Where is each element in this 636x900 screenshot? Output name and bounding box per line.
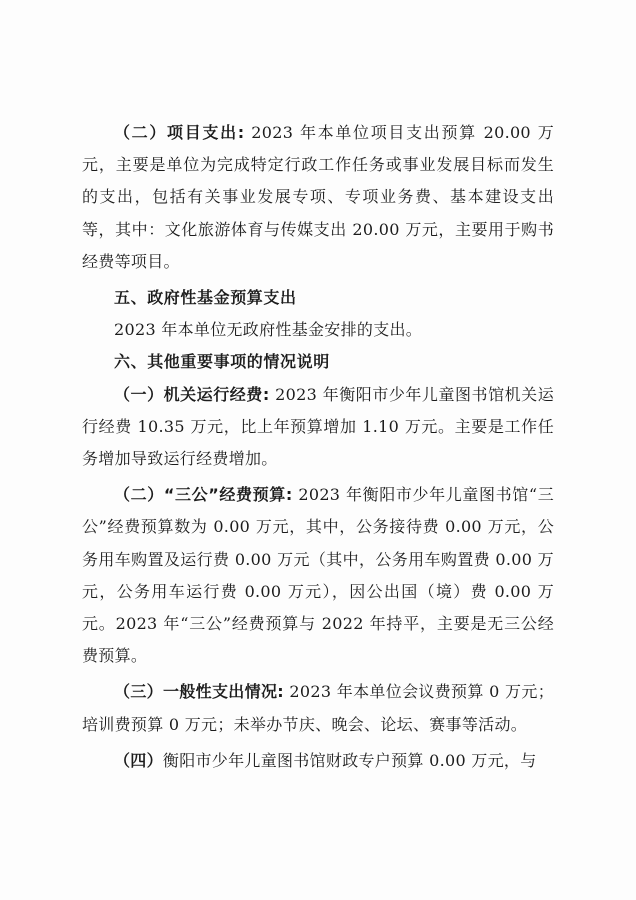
paragraph-text: 2023 年衡阳市少年儿童图书馆机关运行经费 10.35 万元，比上年预算增加 1.10 万元。主要是工作任务增加导致运行经费增加。	[82, 384, 554, 469]
section-heading-6: 六、其他重要事项的情况说明	[114, 352, 330, 372]
document-body	[82, 117, 554, 777]
section-heading-5: 五、政府性基金预算支出	[114, 288, 297, 308]
paragraph-label: （四）	[114, 750, 163, 770]
paragraph-label: （一）机关运行经费:	[114, 384, 270, 404]
paragraph-text: 衡阳市少年儿童图书馆财政专户预算 0.00 万元，与	[162, 750, 537, 770]
paragraph-fiscal-account	[82, 745, 554, 777]
paragraph-label: （三）一般性支出情况:	[114, 682, 284, 702]
paragraph-government-fund: 2023 年本单位无政府性基金安排的支出。	[114, 320, 423, 340]
paragraph-operating-expenses	[82, 379, 554, 476]
paragraph-project-expenditure	[82, 117, 554, 278]
paragraph-text: 2023 年本单位会议费预算 0 万元；培训费预算 0 万元；未举办节庆、晚会、论坛、赛事等活动。	[82, 682, 554, 734]
paragraph-label: （二）“三公”经费预算:	[114, 485, 293, 505]
paragraph-three-public-expenses	[82, 479, 554, 672]
paragraph-text: 2023 年衡阳市少年儿童图书馆“三公”经费预算数为 0.00 万元，其中，公务接待费 0.00 万元，公务用车购置及运行费 0.00 万元（其中，公务用车购置费 0.00 万元，公务用车运行费 0.00 万元），因公出国（境）费 0.00 万元。2023 年“三公”经费预算与 2022 年持平，主要是无三公经费预算。	[82, 485, 554, 666]
paragraph-label: （二）项目支出:	[114, 123, 245, 142]
paragraph-general-expenditure	[82, 676, 554, 740]
paragraph-text: 2023 年本单位项目支出预算 20.00 万元，主要是单位为完成特定行政工作任务或事业发展目标而发生的支出，包括有关事业发展专项、专项业务费、基本建设支出等，其中：文化旅游体育与传媒支出 20.00 万元，主要用于购书经费等项目。	[82, 123, 554, 271]
